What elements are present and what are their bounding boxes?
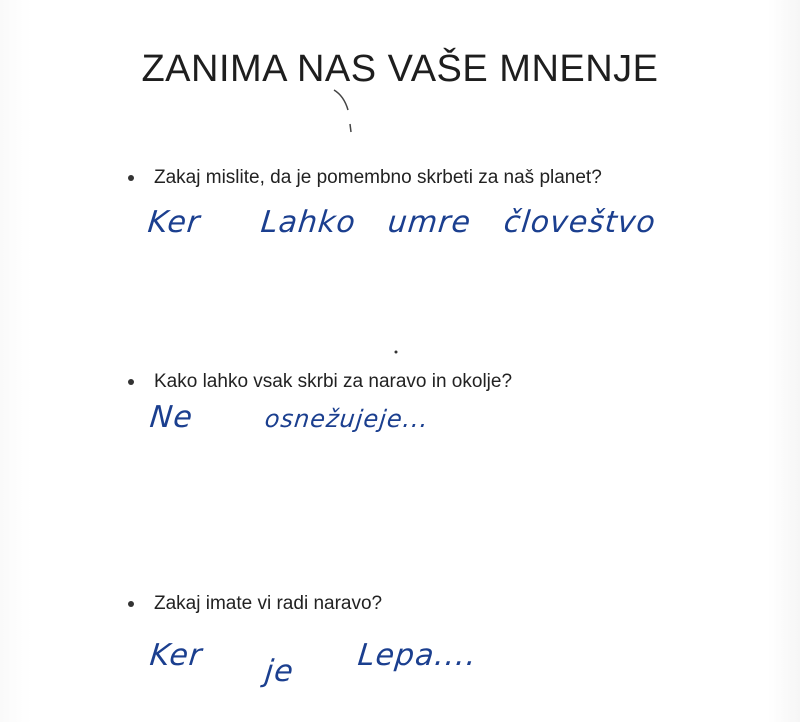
answer-3-handwritten [148,622,479,689]
question-2-text: Kako lahko vsak skrbi za naravo in okolje? [154,371,513,392]
bullet-point [128,379,134,385]
answer-word: Lahko [259,205,358,240]
bullet-point [128,175,134,181]
stray-dot-mark [392,348,400,356]
answer-word: človeštvo [502,205,658,240]
question-3 [128,593,382,615]
answer-word: Ne [148,400,195,435]
answer-word: je [263,654,296,689]
page-title: ZANIMA NAS VAŠE MNENJE [141,48,659,90]
answer-word: umre [386,205,474,240]
stray-pen-mark [330,84,360,136]
answer-word: Ker [148,638,205,673]
answer-word: Lepa.... [356,638,479,673]
answer-word: Ker [146,205,203,240]
question-2 [128,371,512,393]
question-3-text: Zakaj imate vi radi naravo? [154,593,383,614]
answer-word: osnežujeje... [263,405,431,433]
bullet-point [128,601,134,607]
question-1 [128,167,602,189]
question-1-text: Zakaj mislite, da je pomembno skrbeti za naš planet? [154,167,602,188]
answer-1-handwritten [148,205,656,240]
answer-2-handwritten [150,400,429,435]
